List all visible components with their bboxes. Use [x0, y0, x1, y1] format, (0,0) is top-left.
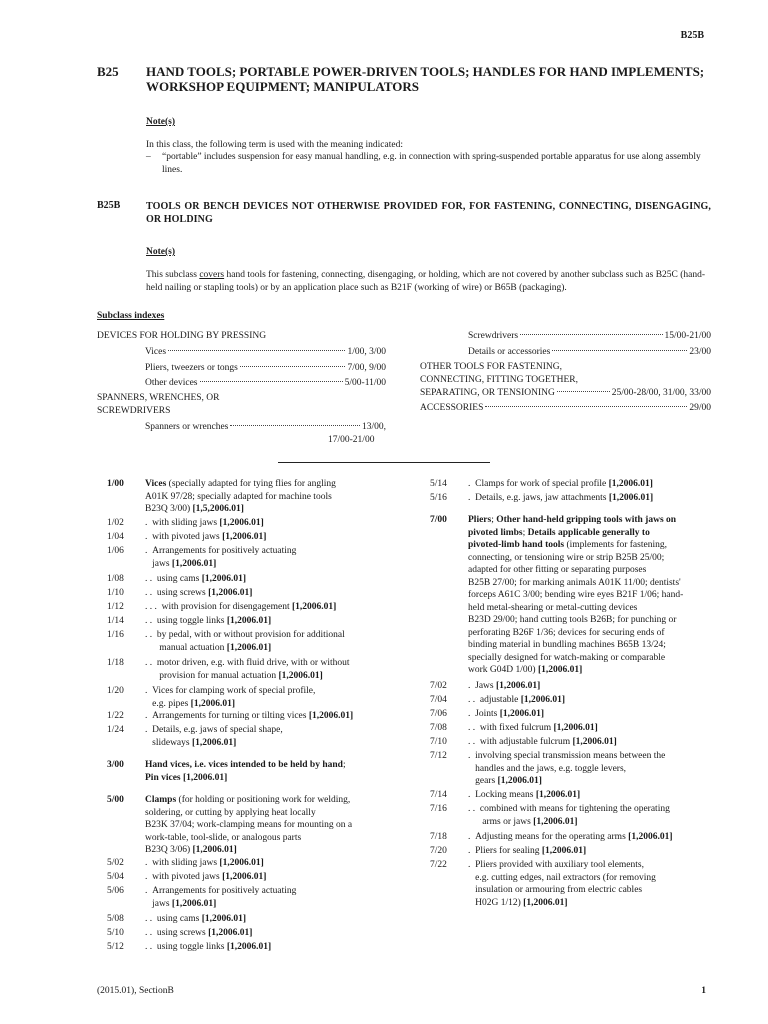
- index-ref: 5/00-11/00: [344, 378, 386, 388]
- group-title: . Arrangements for positively actuating jaws [1,2006.01]: [145, 546, 297, 569]
- index-ref: 13/00,: [361, 422, 386, 432]
- subclass-note-post: hand tools for fastening, connecting, disengaging, or holding, which are not covered by another subclass such as B25C (hand-held nailing or stapling tools) or by an application place such as B21F (working of wire) or B65B (packaging).: [146, 270, 706, 293]
- subclass-code: B25B: [97, 200, 121, 211]
- index-row-pliers: [145, 362, 386, 375]
- index-label: SEPARATING, OR TENSIONING: [420, 388, 555, 398]
- page-header-symbol: B25B: [680, 30, 704, 41]
- group-code: 5/04: [107, 872, 124, 882]
- group-code: 7/16: [430, 804, 447, 814]
- group-title: . with sliding jaws [1,2006.01]: [145, 518, 264, 528]
- group-title: . involving special transmission means between the handles and the jaws, e.g. toggle levers, gears [1,2006.01]: [468, 751, 666, 786]
- group-title: . Pliers for sealing [1,2006.01]: [468, 846, 587, 856]
- class-note-intro: In this class, the following term is used with the meaning indicated:: [146, 140, 403, 150]
- group-code: 1/10: [107, 588, 124, 598]
- subclass-note-heading: Note(s): [146, 247, 176, 257]
- index-row-accessories: [420, 402, 711, 415]
- group-code: 7/04: [430, 695, 447, 705]
- group-code: 5/14: [430, 479, 447, 489]
- index-label: Spanners or wrenches: [145, 422, 229, 432]
- group-code: 5/06: [107, 886, 124, 896]
- index-left: [97, 330, 397, 343]
- group-code: 7/18: [430, 832, 447, 842]
- group-code: 1/20: [107, 686, 124, 696]
- group-code: 5/02: [107, 858, 124, 868]
- group-title: Vices (specially adapted for tying flies for angling A01K 97/28; specially adapted for machine tools B23Q 3/00) [1,5,2006.01]: [145, 479, 336, 514]
- subclass-index-heading: Subclass indexes: [97, 311, 165, 321]
- group-code: 7/12: [430, 751, 447, 761]
- class-code: B25: [97, 64, 119, 79]
- index-label: Vices: [145, 347, 167, 357]
- index-heading-other-2: CONNECTING, FITTING TOGETHER,: [420, 375, 578, 385]
- group-title: . Vices for clamping work of special profile, e.g. pipes [1,2006.01]: [145, 686, 316, 709]
- group-code: 7/06: [430, 709, 447, 719]
- group-title: . . with adjustable fulcrum [1,2006.01]: [468, 737, 617, 747]
- group-code: 1/16: [107, 630, 124, 640]
- group-code: 5/12: [107, 942, 124, 952]
- group-title: Hand vices, i.e. vices intended to be held by hand; Pin vices [1,2006.01]: [145, 760, 346, 783]
- index-ref: 1/00, 3/00: [347, 347, 386, 357]
- index-ref: 7/00, 9/00: [347, 363, 386, 373]
- group-code: 1/24: [107, 725, 124, 735]
- footer-page-number: 1: [701, 986, 706, 996]
- group-code: 7/14: [430, 790, 447, 800]
- group-code: 1/12: [107, 602, 124, 612]
- index-ref: 25/00-28/00, 31/00, 33/00: [611, 388, 711, 398]
- index-label: Other devices: [145, 378, 198, 388]
- footer-edition: (2015.01), SectionB: [97, 986, 174, 996]
- index-row-details: [468, 346, 711, 359]
- subclass-title: TOOLS OR BENCH DEVICES NOT OTHERWISE PROVIDED FOR, FOR FASTENING, CONNECTING, DISENGAGING, OR HOLDING: [146, 201, 711, 225]
- group-title: . . using toggle links [1,2006.01]: [145, 942, 272, 952]
- index-label: ACCESSORIES: [420, 403, 484, 413]
- group-code: 7/02: [430, 681, 447, 691]
- subclass-note-text: [146, 269, 716, 294]
- index-row-vices: [145, 346, 386, 359]
- group-title: . . combined with means for tightening the operating arms or jaws [1,2006.01]: [468, 804, 670, 827]
- group-code: 5/10: [107, 928, 124, 938]
- group-code: 7/08: [430, 723, 447, 733]
- group-title: Clamps (for holding or positioning work for welding, soldering, or cutting by applying heat locally B23K 37/04; work-clamping means for mounting on a work-table, tool-slide, or analogous parts B23Q 3/06) [1,2006.01]: [145, 795, 353, 855]
- group-title: . Arrangements for turning or tilting vices [1,2006.01]: [145, 711, 354, 721]
- group-code: 7/20: [430, 846, 447, 856]
- index-heading-spanners-2: SCREWDRIVERS: [97, 406, 171, 416]
- index-heading-other-1: OTHER TOOLS FOR FASTENING,: [420, 362, 562, 372]
- group-code: 5/16: [430, 493, 447, 503]
- section-divider: [278, 462, 490, 463]
- group-title: . Locking means [1,2006.01]: [468, 790, 581, 800]
- group-title: . . . with provision for disengagement [1,2006.01]: [145, 602, 337, 612]
- group-title: . Joints [1,2006.01]: [468, 709, 545, 719]
- index-row-screwdrivers: [468, 330, 711, 343]
- class-note-item: “portable” includes suspension for easy manual handling, e.g. in connection with spring-suspended portable apparatus for use along assembly lines.: [162, 152, 701, 175]
- group-code: 5/08: [107, 914, 124, 924]
- group-title: . Adjusting means for the operating arms [1,2006.01]: [468, 832, 673, 842]
- index-row-other: [145, 377, 386, 390]
- group-title: . . using cams [1,2006.01]: [145, 574, 247, 584]
- group-title: Pliers; Other hand-held gripping tools with jaws on pivoted limbs; Details applicable generally to pivoted-limb hand tools (implements for fastening, connecting, or tensioning wire or strip B25B 25/00; adapted for other fitting or separating purposes B25B 27/00; for marking animals A01K 11/00; dentists' forceps A61C 3/00; bending wire eyes B21F 1/06; hand- held metal-shearing or metal-cutting devices B23D 29/00; hand cutting tools B26B; for punching or perforating B26F 1/36; devices for securing ends of binding material in bundling machines B65B 13/24; specially designed for watch-making or comparable work G04D 1/00) [1,2006.01]: [468, 515, 684, 675]
- group-title: . Arrangements for positively actuating jaws [1,2006.01]: [145, 886, 297, 909]
- group-code: 7/00: [430, 515, 447, 525]
- group-title: . Clamps for work of special profile [1,2006.01]: [468, 479, 653, 489]
- group-code: 1/18: [107, 658, 124, 668]
- class-note-dash: –: [146, 152, 151, 162]
- index-row-other-tools: [420, 387, 711, 400]
- group-title: . with pivoted jaws [1,2006.01]: [145, 532, 267, 542]
- group-title: . Details, e.g. jaws, jaw attachments [1,2006.01]: [468, 493, 654, 503]
- group-title: . with sliding jaws [1,2006.01]: [145, 858, 264, 868]
- subclass-note-pre: This subclass: [146, 270, 200, 280]
- group-title: . . using cams [1,2006.01]: [145, 914, 247, 924]
- group-title: . . using screws [1,2006.01]: [145, 588, 253, 598]
- group-title: . . using screws [1,2006.01]: [145, 928, 253, 938]
- group-title: . Details, e.g. jaws of special shape, slideways [1,2006.01]: [145, 725, 283, 748]
- group-title: . . motor driven, e.g. with fluid drive, with or without provision for manual actuation [1,2006.01]: [145, 658, 350, 681]
- group-code: 1/22: [107, 711, 124, 721]
- group-code: 1/14: [107, 616, 124, 626]
- group-title: . Jaws [1,2006.01]: [468, 681, 541, 691]
- index-heading-devices: DEVICES FOR HOLDING BY PRESSING: [97, 331, 267, 341]
- index-label: Details or accessories: [468, 347, 551, 357]
- index-heading-spanners-1: SPANNERS, WRENCHES, OR: [97, 393, 220, 403]
- group-code: 7/10: [430, 737, 447, 747]
- index-ref-continued: 17/00-21/00: [328, 435, 375, 445]
- group-title: . . adjustable [1,2006.01]: [468, 695, 566, 705]
- index-ref: 15/00-21/00: [664, 331, 711, 341]
- group-code: 1/06: [107, 546, 124, 556]
- group-code: 5/00: [107, 795, 124, 805]
- group-title: . Pliers provided with auxiliary tool elements, e.g. cutting edges, nail extractors (for removing insulation or armouring from electric cables H02G 1/12) [1,2006.01]: [468, 860, 656, 908]
- group-title: . . using toggle links [1,2006.01]: [145, 616, 272, 626]
- group-title: . with pivoted jaws [1,2006.01]: [145, 872, 267, 882]
- class-note-heading: Note(s): [146, 117, 176, 127]
- group-code: 1/00: [107, 479, 124, 489]
- index-ref: 29/00: [689, 403, 711, 413]
- group-title: . . by pedal, with or without provision for additional manual actuation [1,2006.01]: [145, 630, 345, 653]
- group-code: 3/00: [107, 760, 124, 770]
- group-code: 7/22: [430, 860, 447, 870]
- group-code: 1/08: [107, 574, 124, 584]
- index-ref: 23/00: [689, 347, 711, 357]
- index-label: Pliers, tweezers or tongs: [145, 363, 238, 373]
- group-title: . . with fixed fulcrum [1,2006.01]: [468, 723, 598, 733]
- index-row-spanners: [145, 421, 386, 434]
- index-label: Screwdrivers: [468, 331, 519, 341]
- subclass-note-covers: covers: [199, 270, 225, 280]
- group-code: 1/02: [107, 518, 124, 528]
- class-title: HAND TOOLS; PORTABLE POWER-DRIVEN TOOLS; HANDLES FOR HAND IMPLEMENTS; WORKSHOP EQUIPMENT; MANIPULATORS: [146, 64, 705, 94]
- group-code: 1/04: [107, 532, 124, 542]
